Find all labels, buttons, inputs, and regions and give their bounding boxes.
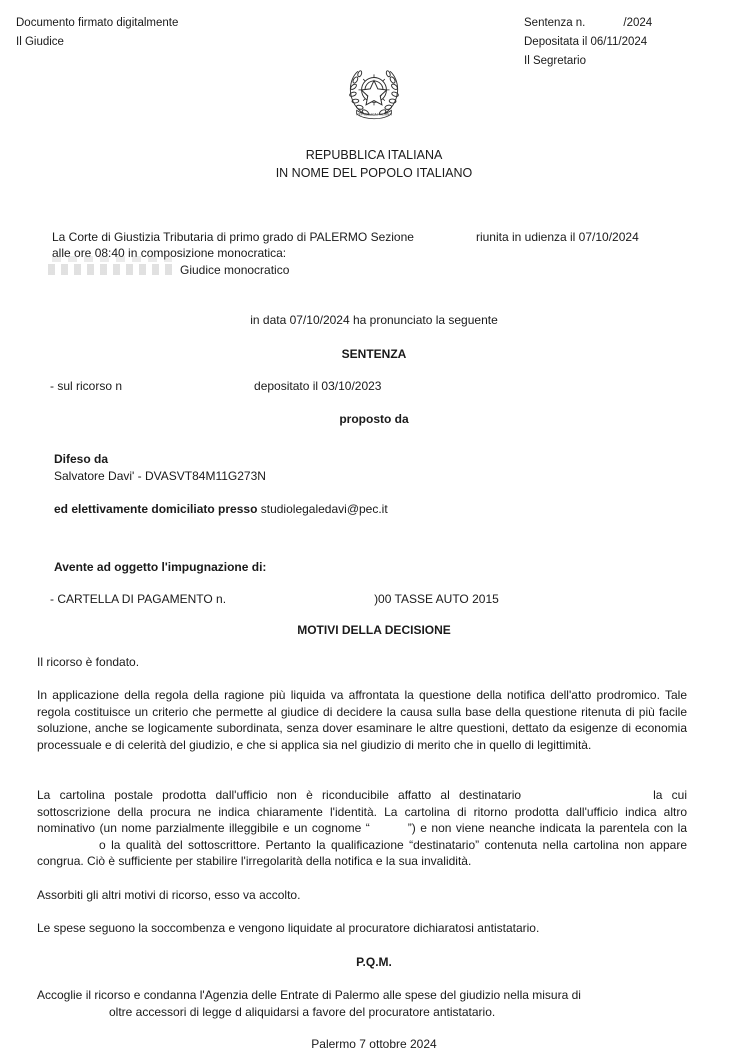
pqm-heading: P.Q.M. [356, 955, 392, 969]
header-deposit-date: Depositata il 06/11/2024 [524, 36, 648, 48]
ricorso-label: - sul ricorso n [50, 379, 123, 393]
oggetto-heading: Avente ad oggetto l'impugnazione di: [54, 560, 267, 574]
oggetto-item [50, 591, 690, 608]
header-sentenza-number [524, 14, 734, 33]
motivi-p3-part-b: la cui sottoscrizione della procura ne indica chiaramente l'identità. La cartolina di ritorno prodotta dall'ufficio indica altro nominativo (un nome parzialmente illeggibile e un cognome “ [37, 788, 688, 835]
defense-domicile-label: ed elettivamente domiciliato presso [54, 502, 258, 516]
motivi-p3-part-a: La cartolina postale prodotta dall'ufficio non è riconducibile affatto al destinatario [37, 788, 522, 802]
oggetto-item-value: )00 TASSE AUTO 2015 [374, 592, 499, 606]
motivi-paragraph-4: Assorbiti gli altri motivi di ricorso, esso va accolto. [37, 888, 301, 902]
header-sentenza-number-value: /2024 [623, 17, 653, 29]
court-composition-block [52, 229, 692, 246]
pqm-line-1: Accoglie il ricorso e condanna l'Agenzia delle Entrate di Palermo alle spese del giudizio nella misura di [37, 988, 581, 1002]
emblem-ribbon-text: REPVBBLICA ITALIANA [356, 112, 392, 117]
motivi-heading: MOTIVI DELLA DECISIONE [297, 623, 451, 637]
judge-role-label: Giudice monocratico [180, 263, 290, 277]
header-signed-digitally: Documento firmato digitalmente [16, 17, 179, 29]
title-repubblica-italiana: REPUBBLICA ITALIANA [305, 148, 443, 162]
redaction-judge-name-trace [48, 264, 178, 275]
pronounce-line: in data 07/10/2024 ha pronunciato la seguente [250, 313, 498, 327]
title-in-nome-del-popolo: IN NOME DEL POPOLO ITALIANO [275, 166, 473, 180]
ricorso-line [50, 378, 690, 395]
court-intro-part2: riunita in udienza il 07/10/2024 [475, 230, 639, 244]
defense-domicile-value: studiolegaledavi@pec.it [260, 502, 388, 516]
defense-lawyer: Salvatore Davi' - DVASVT84M11G273N [54, 469, 266, 483]
motivi-paragraph-2: In applicazione della regola della ragione più liquida va affrontata la questione della notifica dell'atto prodromico. Tale regola costituisce un criterio che permette al giudice di decidere la causa sulla base della questione ritenuta di più facile soluzione, anche se logicamente subordinata, senza dover esaminare le altre questioni, dettato da esigenze di economia processuale e di celerità del giudizio, e che si applica sia nel giudizio di merito che in quello di legittimità. [37, 688, 687, 752]
motivi-p3-part-c: ”) e non viene neanche indicata la parentela con la [407, 821, 687, 835]
ricorso-deposited: depositato il 03/10/2023 [254, 379, 382, 393]
republic-title [0, 146, 748, 182]
pqm-line-2 [37, 1004, 687, 1021]
place-and-date: Palermo 7 ottobre 2024 [311, 1037, 437, 1051]
motivi-paragraph-1: Il ricorso è fondato. [37, 655, 140, 669]
emblem-container [0, 62, 748, 129]
pqm-line-2-text: oltre accessori di legge d aliquidarsi a favore del procuratore antistatario. [109, 1005, 496, 1019]
difeso-da-label: Difeso da [54, 452, 109, 466]
header-sentenza-number-label: Sentenza n. [524, 17, 586, 29]
court-hearing-time: alle ore 08:40 in composizione monocratica: [52, 246, 287, 260]
defense-domicile-line [54, 501, 694, 518]
motivi-p3-part-d: o la qualità del sottoscrittore. Pertanto la qualificazione “destinatario” contenuta nella cartolina non appare congrua. Ciò è sufficiente per stabilire l'irregolarità della notifica e la sua invalidità. [37, 837, 687, 868]
emblem-of-italy-icon [343, 62, 405, 124]
oggetto-item-label: - CARTELLA DI PAGAMENTO n. [50, 592, 227, 606]
court-intro-part1: La Corte di Giustizia Tributaria di primo grado di PALERMO Sezione [52, 230, 414, 244]
proposto-da-label: proposto da [339, 412, 409, 426]
header-judge-label: Il Giudice [16, 36, 64, 48]
motivi-paragraph-5: Le spese seguono la soccombenza e vengono liquidate al procuratore dichiaratosi antistatario. [37, 921, 540, 935]
header-left [16, 14, 178, 52]
sentenza-heading: SENTENZA [341, 347, 407, 361]
header-secretary-label: Il Segretario [524, 55, 587, 67]
motivi-paragraph-3 [37, 787, 687, 870]
redaction-judge-name-trace-top [52, 256, 172, 262]
